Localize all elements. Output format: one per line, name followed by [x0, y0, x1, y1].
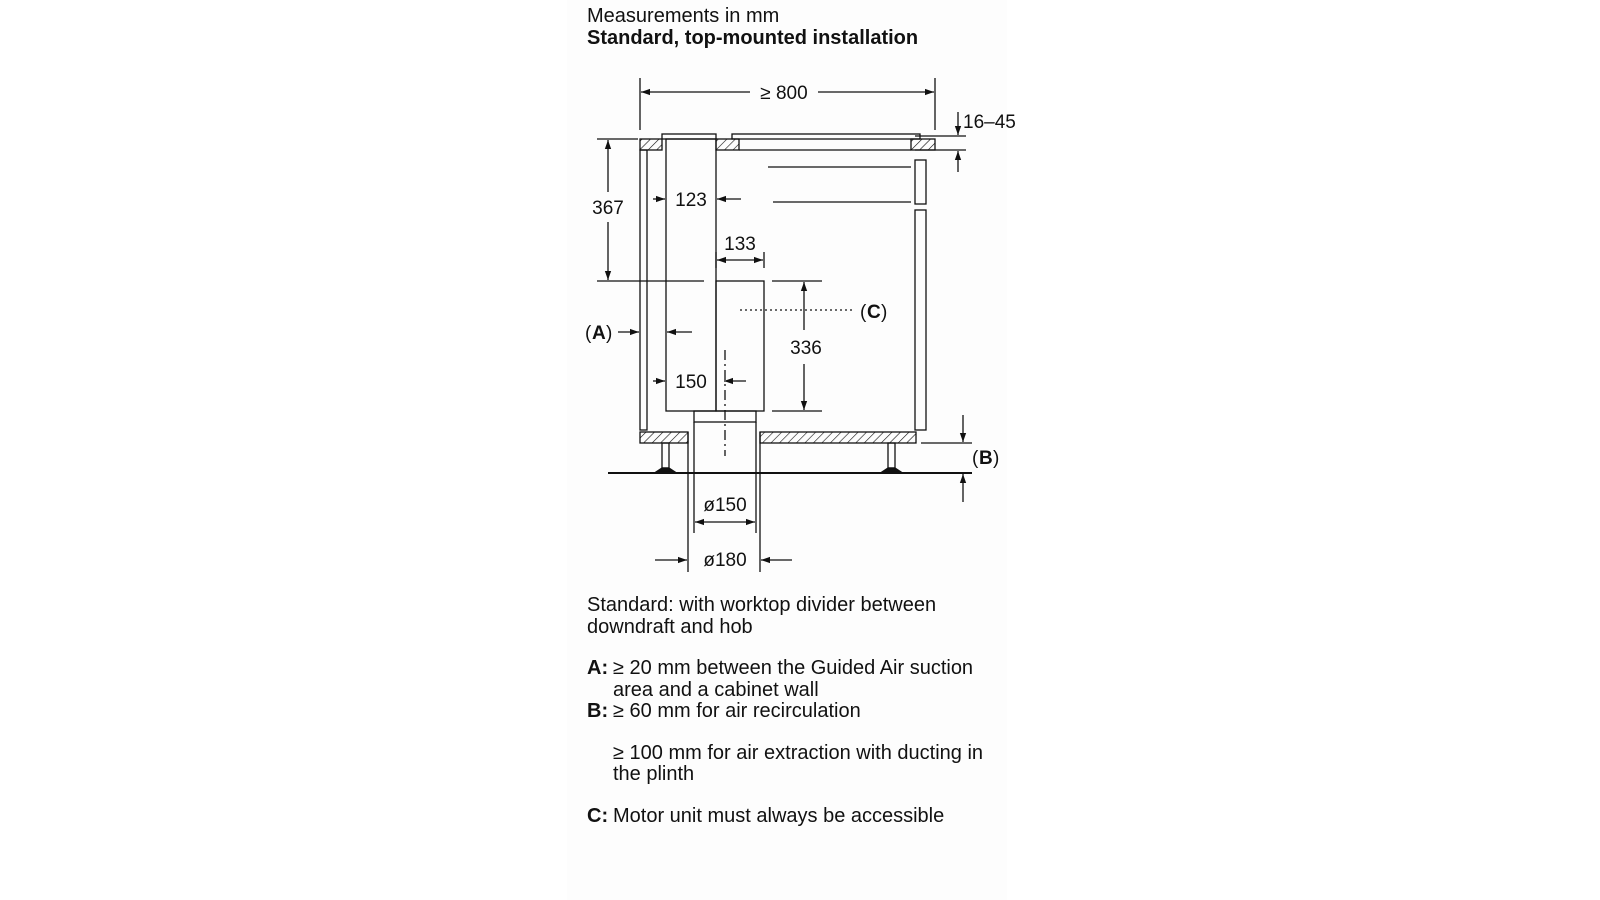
note-b-key: B: [587, 700, 609, 722]
cabinet-foot-left [662, 443, 669, 468]
note-b-extraction: ≥ 100 mm for air extraction with ducting in the plinth [613, 741, 984, 785]
diameter-150-label: ø150 [703, 495, 747, 516]
svg-text:(: ( [585, 323, 592, 344]
svg-text:): ) [606, 323, 613, 344]
note-c [587, 806, 1007, 828]
installation-title: Standard, top-mounted installation [587, 27, 919, 49]
callout-b-letter: B [979, 448, 993, 469]
installation-notes [587, 595, 1007, 827]
downdraft-duct [666, 139, 716, 411]
diameter-180-label: ø180 [703, 550, 747, 571]
note-b [587, 701, 1007, 723]
callout-a-letter: A [592, 323, 606, 344]
svg-text:): ) [993, 448, 1000, 469]
callout-b [972, 448, 999, 469]
svg-text:(: ( [860, 302, 867, 323]
base-right-section [760, 432, 916, 443]
note-c-text: Motor unit must always be accessible [613, 804, 945, 827]
base-left-section [640, 432, 688, 443]
depth-150-label: 150 [675, 372, 707, 393]
callout-c [860, 302, 887, 323]
note-c-key: C: [587, 804, 609, 827]
hob-top-plate [732, 134, 920, 139]
depth-133-label: 133 [724, 234, 756, 255]
note-b-text: ≥ 60 mm for air recirculation [613, 700, 861, 722]
cabinet-door-upper [915, 160, 926, 204]
svg-text:(: ( [972, 448, 979, 469]
callout-a [585, 323, 612, 344]
width-label: ≥ 800 [760, 83, 808, 104]
note-a-key: A: [587, 657, 609, 679]
cabinet-foot-right [888, 443, 895, 468]
plinth-dimension [921, 415, 972, 502]
worktop-right-section [911, 139, 935, 150]
motor-unit [716, 281, 764, 411]
depth-123-label: 123 [675, 190, 707, 211]
note-a [587, 658, 1007, 701]
motor-336-label: 336 [790, 338, 822, 359]
callout-c-letter: C [867, 302, 881, 323]
downdraft-top-cap [662, 134, 716, 139]
worktop-thickness-label: 16–45 [963, 112, 1016, 133]
cabinet-left-wall [640, 150, 647, 430]
units-note: Measurements in mm [587, 5, 780, 27]
svg-text:): ) [881, 302, 888, 323]
worktop-divider [716, 139, 739, 150]
cabinet-door-lower [915, 210, 926, 430]
worktop-left-section [640, 139, 662, 150]
note-a-text: ≥ 20 mm between the Guided Air suction area and a cabinet wall [613, 657, 974, 701]
standard-note: Standard: with worktop divider between downdraft and hob [587, 594, 937, 638]
height-367-label: 367 [592, 198, 624, 219]
